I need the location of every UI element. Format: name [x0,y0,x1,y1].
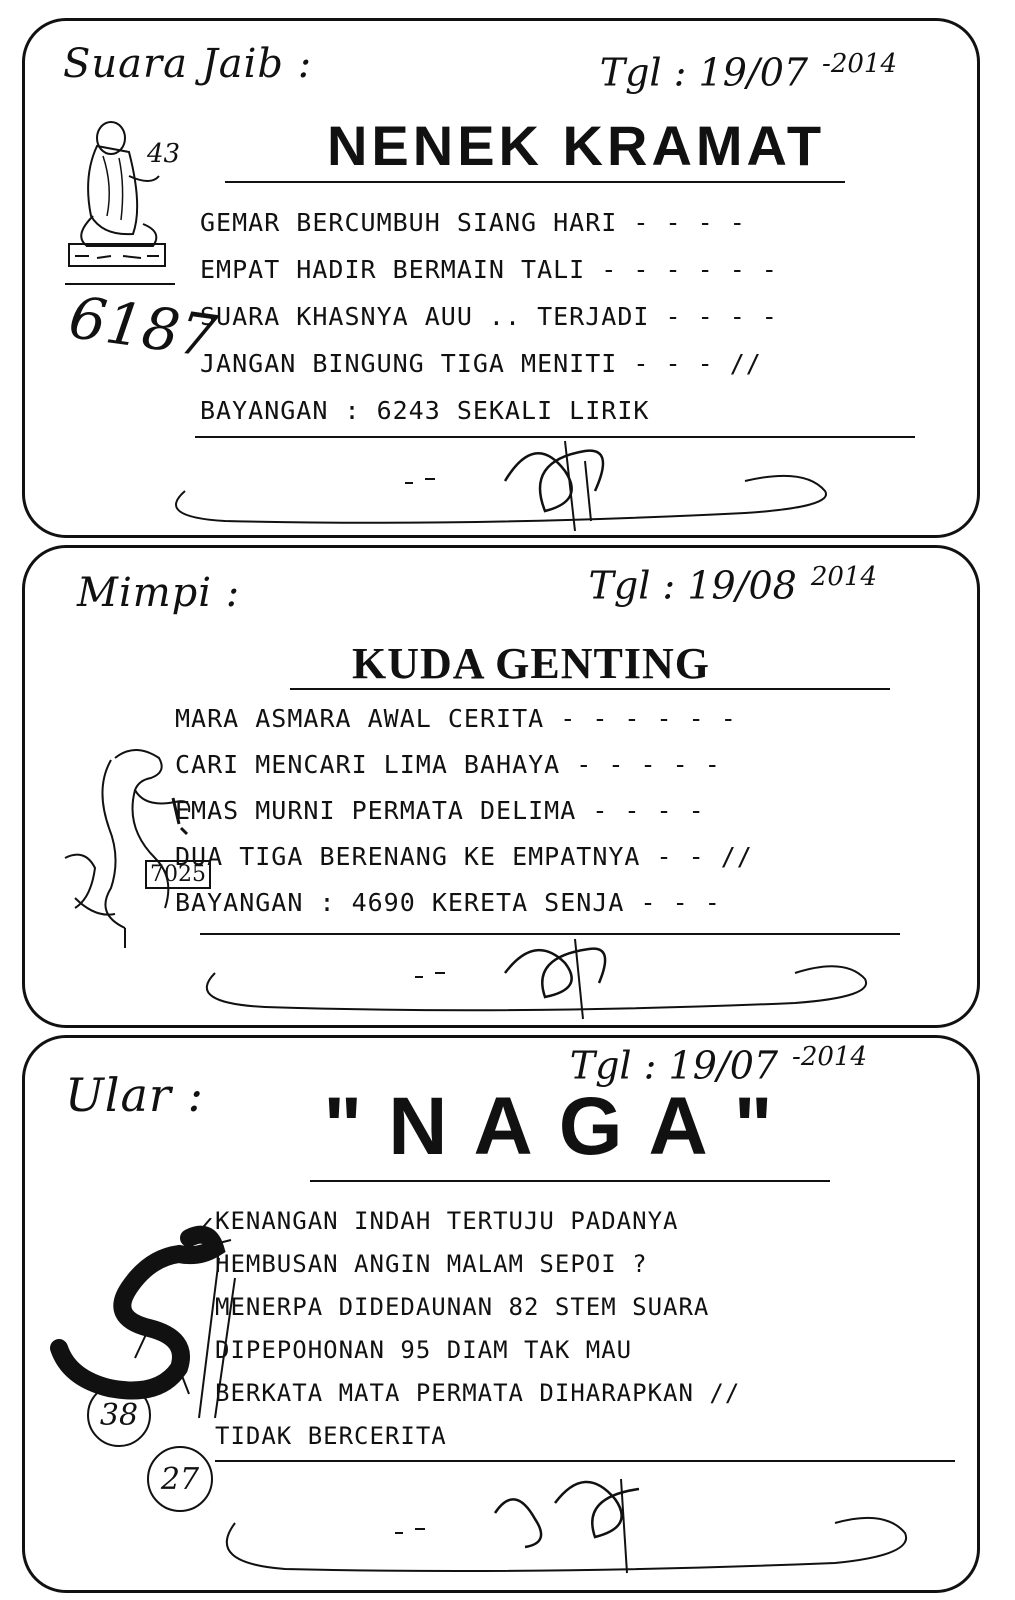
verse-line: KENANGAN INDAH TERTUJU PADANYA [215,1207,679,1235]
card-title: NENEK KRAMAT [326,114,826,177]
side-number: 7025 [145,860,211,889]
card-nenek-kramat [22,18,980,538]
card-label: Suara Jaib : [63,41,313,87]
card-label: Mimpi : [77,570,241,616]
card-title: KUDA GENTING [352,639,710,688]
verse-line: DUA TIGA BERENANG KE EMPATNYA - - // [175,842,753,871]
verse-line: DIPEPOHONAN 95 DIAM TAK MAU [215,1336,633,1364]
verse-lines [215,1200,957,1458]
verse-line: TIDAK BERCERITA [215,1422,447,1450]
card-label: Ular : [65,1068,205,1122]
verse-line: EMAS MURNI PERMATA DELIMA - - - - [175,796,705,825]
card-naga [22,1035,980,1593]
side-code: 6187 [64,283,221,371]
verse-line: BAYANGAN : 6243 SEKALI LIRIK [200,396,650,425]
date-year: -2014 [822,49,897,79]
date-year: 2014 [810,562,877,592]
verse-line: HEMBUSAN ANGIN MALAM SEPOI ? [215,1250,648,1278]
signature-icon [195,1463,965,1583]
verse-lines [175,696,957,926]
card-title: "NAGA" [323,1081,799,1172]
circle-number: 38 [87,1383,151,1447]
signature-icon [145,421,905,531]
dragon-icon [39,1218,239,1418]
signature-icon [175,933,955,1023]
verse-line: EMPAT HADIR BERMAIN TALI - - - - - - [200,255,778,284]
date-year: -2014 [792,1042,867,1072]
date-text: Tgl : 19/08 [588,563,797,608]
verse-lines [200,199,957,434]
verse-line: GEMAR BERCUMBUH SIANG HARI - - - - [200,208,746,237]
verse-line: MARA ASMARA AWAL CERITA - - - - - - [175,704,737,733]
date-text: Tgl : 19/07 [599,50,809,95]
circle-number: 27 [147,1446,213,1512]
title-underline [225,181,845,183]
card-kuda-genting [22,545,980,1028]
date-text: Tgl : 19/07 [569,1043,779,1088]
title-underline [310,1180,830,1182]
verse-line: SUARA KHASNYA AUU .. TERJADI - - - - [200,302,778,331]
verse-line: CARI MENCARI LIMA BAHAYA - - - - - [175,750,721,779]
side-number: 43 [147,139,181,169]
verse-line: BAYANGAN : 4690 KERETA SENJA - - - [175,888,721,917]
card-date [589,562,877,608]
title-underline [290,688,890,690]
card-date [600,49,897,95]
verse-line: JANGAN BINGUNG TIGA MENITI - - - // [200,349,762,378]
verse-line: BERKATA MATA PERMATA DIHARAPKAN // [215,1379,741,1407]
verse-line: MENERPA DIDEDAUNAN 82 STEM SUARA [215,1293,710,1321]
verse-underline [215,1460,955,1462]
